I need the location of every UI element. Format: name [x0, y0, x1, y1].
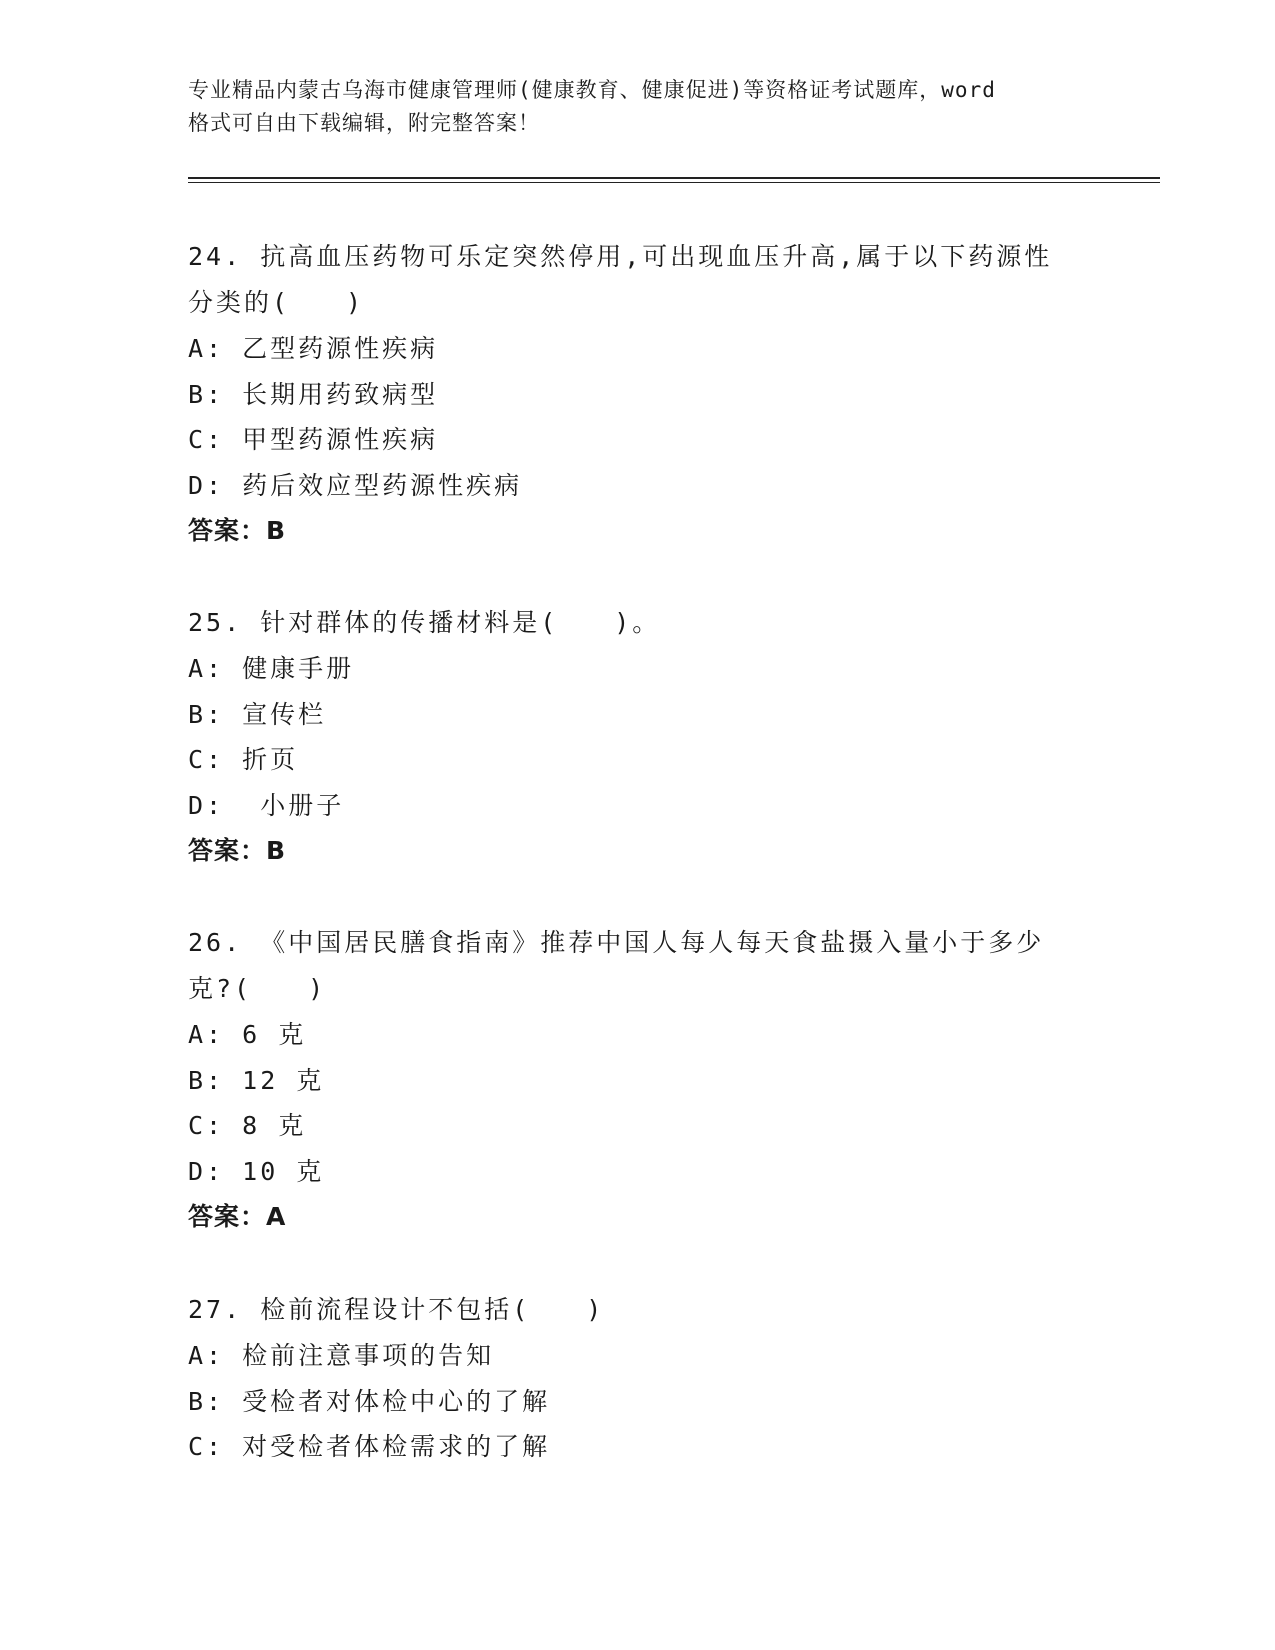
option-a: A: 6 克 [188, 1020, 307, 1049]
option-d: D: 10 克 [188, 1156, 325, 1186]
option-a: A: 健康手册 [188, 654, 355, 683]
document-header [188, 74, 1088, 140]
option-b: B: 长期用药致病型 [188, 379, 439, 409]
answer-label: 答案：B [188, 516, 287, 545]
question-25 [188, 600, 1088, 874]
option-b: B: 宣传栏 [188, 699, 327, 729]
answer-label: 答案：A [188, 1202, 287, 1231]
question-stem-line-1: 24. 抗高血压药物可乐定突然停用,可出现血压升高,属于以下药源性 [188, 242, 1053, 271]
header-divider-bottom [188, 182, 1160, 183]
option-b: B: 受检者对体检中心的了解 [188, 1386, 551, 1416]
question-24 [188, 234, 1088, 554]
question-stem-line-1: 25. 针对群体的传播材料是( )。 [188, 608, 661, 637]
option-d: D: 小册子 [188, 790, 345, 820]
question-27 [188, 1287, 1088, 1470]
question-stem-line-1: 27. 检前流程设计不包括( ) [188, 1295, 605, 1324]
header-line-1: 专业精品内蒙古乌海市健康管理师(健康教育、健康促进)等资格证考试题库，word [188, 78, 996, 102]
option-b: B: 12 克 [188, 1065, 325, 1095]
header-line-2: 格式可自由下载编辑，附完整答案！ [188, 111, 540, 135]
answer-label: 答案：B [188, 836, 287, 865]
question-stem-line-1: 26. 《中国居民膳食指南》推荐中国人每人每天食盐摄入量小于多少 [188, 928, 1045, 957]
option-c: C: 甲型药源性疾病 [188, 425, 439, 454]
option-c: C: 折页 [188, 745, 299, 774]
question-stem-line-2: 分类的( ) [188, 288, 365, 317]
option-d: D: 药后效应型药源性疾病 [188, 470, 523, 500]
option-a: A: 检前注意事项的告知 [188, 1341, 495, 1370]
header-divider-top [188, 177, 1160, 179]
option-c: C: 8 克 [188, 1111, 307, 1140]
option-c: C: 对受检者体检需求的了解 [188, 1432, 551, 1461]
question-26 [188, 920, 1088, 1240]
option-a: A: 乙型药源性疾病 [188, 334, 439, 363]
question-stem-line-2: 克?( ) [188, 974, 327, 1003]
